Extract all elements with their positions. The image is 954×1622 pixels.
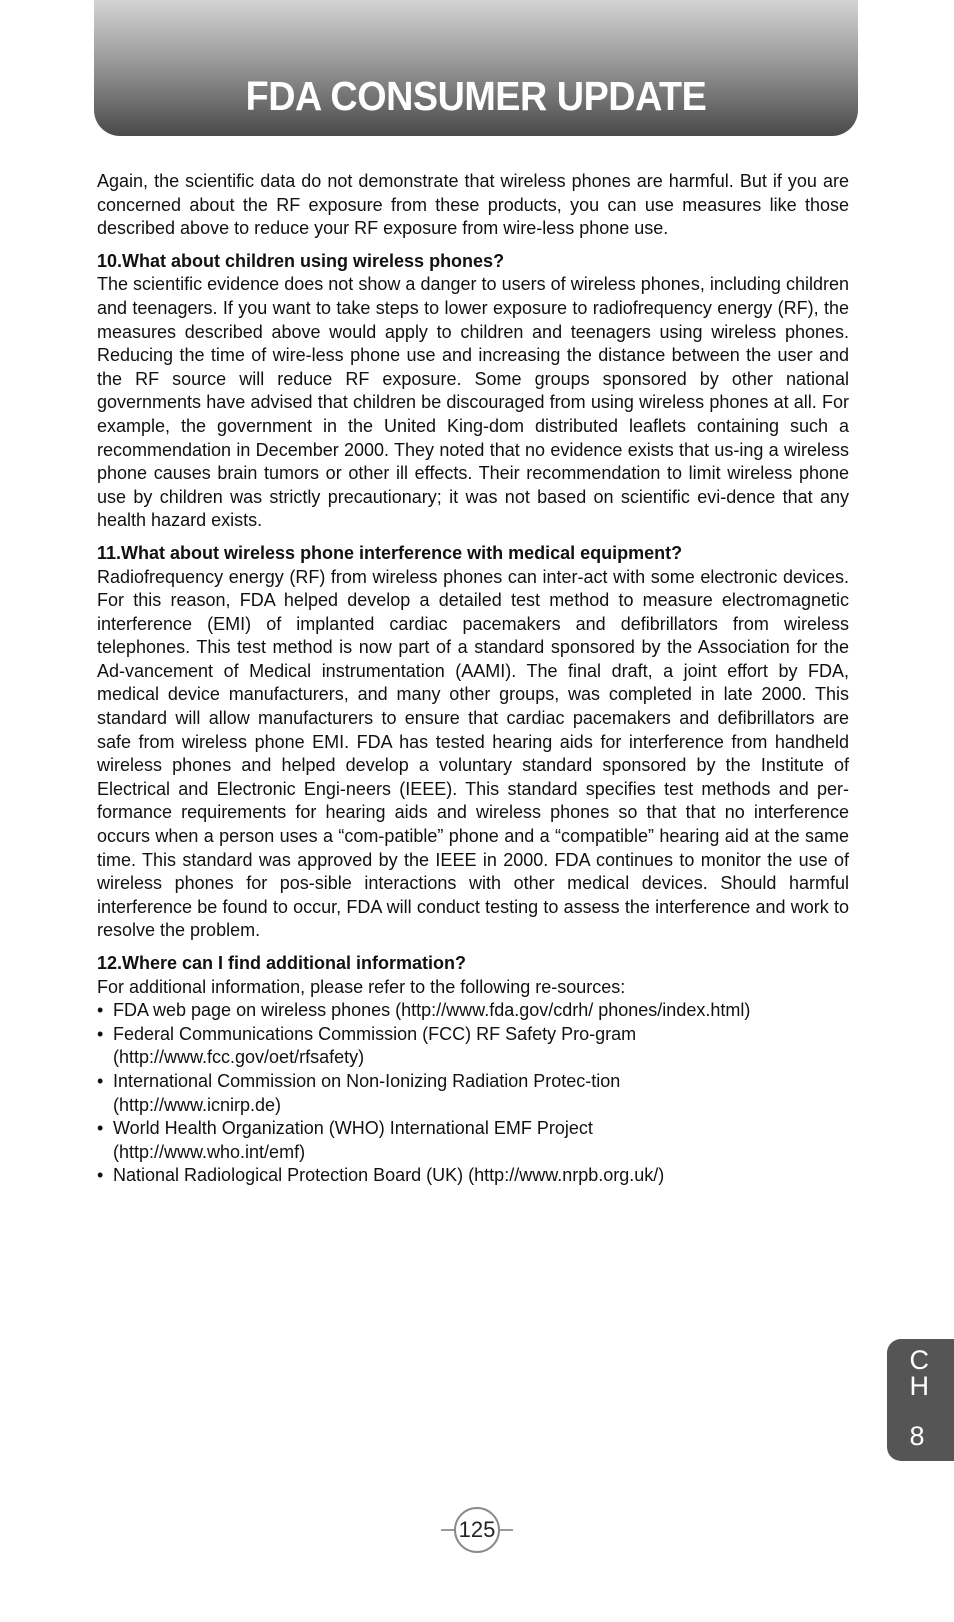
page-title: FDA CONSUMER UPDATE: [245, 73, 707, 119]
section-11-body: Radiofrequency energy (RF) from wireless phones can inter-act with some electronic devices. For this reason, FDA helped develop a detailed test method to measure electromagnetic interference (EMI) of implanted cardiac pacemakers and defibrillators from wireless telephones. This test method is now part of a standard sponsored by the Association for the Ad-vancement of Medical instrumentation (AAMI). The final draft, a joint effort by FDA, medical device manufacturers, and many other groups, was completed in late 2000. This standard will allow manufacturers to ensure that cardiac pacemakers and defibrillators are safe from wireless phone EMI. FDA has tested hearing aids for interference from handheld wireless phones and helped develop a voluntary standard sponsored by the Institute of Electrical and Electronic Engi-neers (IEEE). This standard specifies test methods and per-formance requirements for hearing aids and wireless phones so that that no interference occurs when a person uses a “com-patible” phone and a “compatible” hearing aid at the same time. This standard was approved by the IEEE in 2000. FDA continues to monitor the use of wireless phones for pos-sible interactions with other medical devices. Should harmful interference be found to occur, FDA will conduct testing to assess the interference and work to resolve the problem.: [97, 566, 849, 941]
section-10-heading: 10.What about children using wireless phones?: [97, 250, 505, 271]
resource-url: (http://www.icnirp.de): [113, 1094, 282, 1115]
chapter-label-text: CH: [909, 1345, 929, 1401]
resource-url: (http://www.fcc.gov/oet/rfsafety): [113, 1047, 365, 1068]
section-10-body: The scientific evidence does not show a danger to users of wireless phones, including children and teenagers. If you want to take steps to lower exposure to radiofrequency energy (RF), the measures described above would apply to children and teenagers using wireless phones. Reducing the time of wire-less phone use and increasing the distance between the user and the RF source will reduce RF exposure. Some groups sponsored by other national governments have advised that children be discouraged from using wireless phones at all. For example, the government in the United King-dom distributed leaflets containing such a recommendation in December 2000. They noted that no evidence exists that us-ing a wireless phone causes brain tumors or other ill effects. Their recommendation to limit wireless phone use by children was strictly precautionary; it was not based on scientific evi-dence that any health hazard exists.: [97, 274, 849, 531]
chapter-label: [887, 1347, 947, 1399]
chapter-number: 8: [909, 1421, 925, 1451]
resource-item: [97, 1070, 849, 1117]
chapter-tab: [887, 1339, 954, 1461]
resource-item: [97, 1023, 849, 1070]
resource-item: [97, 1164, 849, 1188]
resource-item: [97, 1117, 849, 1164]
resource-item: [97, 999, 849, 1023]
intro-paragraph: Again, the scientific data do not demonstrate that wireless phones are harmful. But if you are concerned about the RF exposure from these products, you can use measures like those described above to reduce your RF exposure from wire-less phone use.: [97, 171, 849, 239]
resource-text: Federal Communications Commission (FCC) RF Safety Pro-gram: [113, 1023, 637, 1044]
resource-text: National Radiological Protection Board (UK) (http://www.nrpb.org.uk/): [113, 1165, 665, 1186]
resource-url: (http://www.who.int/emf): [113, 1141, 306, 1162]
page-number: 125: [454, 1507, 500, 1553]
section-11-heading: 11.What about wireless phone interference with medical equipment?: [97, 542, 683, 563]
resource-text: FDA web page on wireless phones (http://www.fda.gov/cdrh/ phones/index.html): [113, 1000, 751, 1021]
document-body: [97, 170, 849, 1188]
resource-text: World Health Organization (WHO) International EMF Project: [113, 1118, 593, 1139]
section-12-heading: 12.Where can I find additional information?: [97, 953, 467, 973]
section-12-intro: For additional information, please refer to the following re-sources:: [97, 976, 626, 997]
resource-list: [97, 999, 849, 1188]
resource-text: International Commission on Non-Ionizing Radiation Protec-tion: [113, 1070, 621, 1091]
page-number-badge: [441, 1505, 513, 1555]
